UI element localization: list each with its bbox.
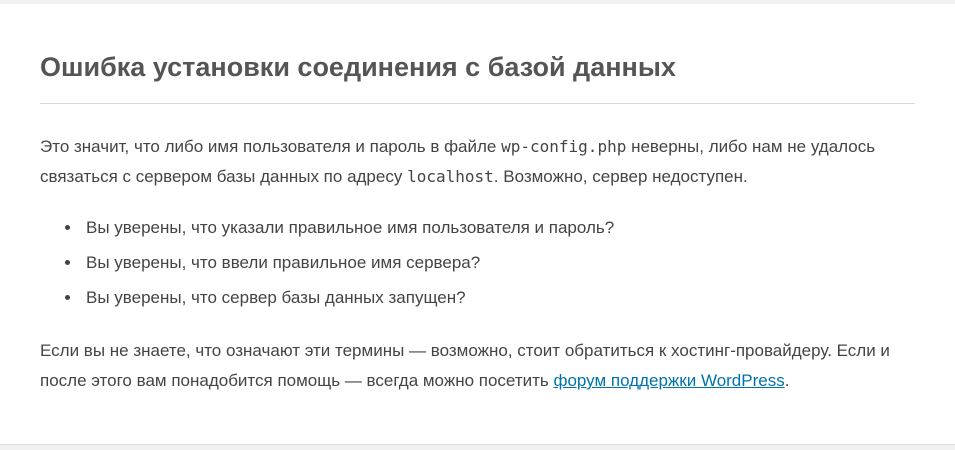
help-text-2: . (784, 371, 790, 390)
error-page-card (0, 4, 955, 445)
description-text-3: . Возможно, сервер недоступен. (493, 167, 748, 186)
list-item-server-running: • Вы уверены, что сервер базы данных запущен? (82, 287, 915, 308)
description-text-2: неверны, либо нам не удалось связаться с сервером базы данных по адресу (40, 137, 876, 186)
list-item-credentials: • Вы уверены, что указали правильное имя пользователя и пароль? (82, 217, 915, 238)
error-description (40, 132, 915, 192)
help-text-1: Если вы не знаете, что означают эти термины — возможно, стоит обратиться к хостинг-провайдеру. Если и после этого вам понадобится помощь — всегда можно посетить (40, 341, 890, 390)
support-forum-link[interactable]: форум поддержки WordPress (553, 371, 785, 390)
list-item-hostname: • Вы уверены, что ввели правильное имя сервера? (82, 252, 915, 273)
help-text (40, 336, 915, 396)
page-title: Ошибка установки соединения с базой данных (40, 52, 676, 82)
error-page-content (0, 4, 955, 396)
wp-config-file-code: wp-config.php (501, 137, 627, 156)
description-text-1: Это значит, что либо имя пользователя и пароль в файле (40, 137, 502, 156)
title-divider (40, 103, 915, 104)
db-host-code: localhost (407, 167, 494, 186)
troubleshooting-list (40, 217, 915, 308)
